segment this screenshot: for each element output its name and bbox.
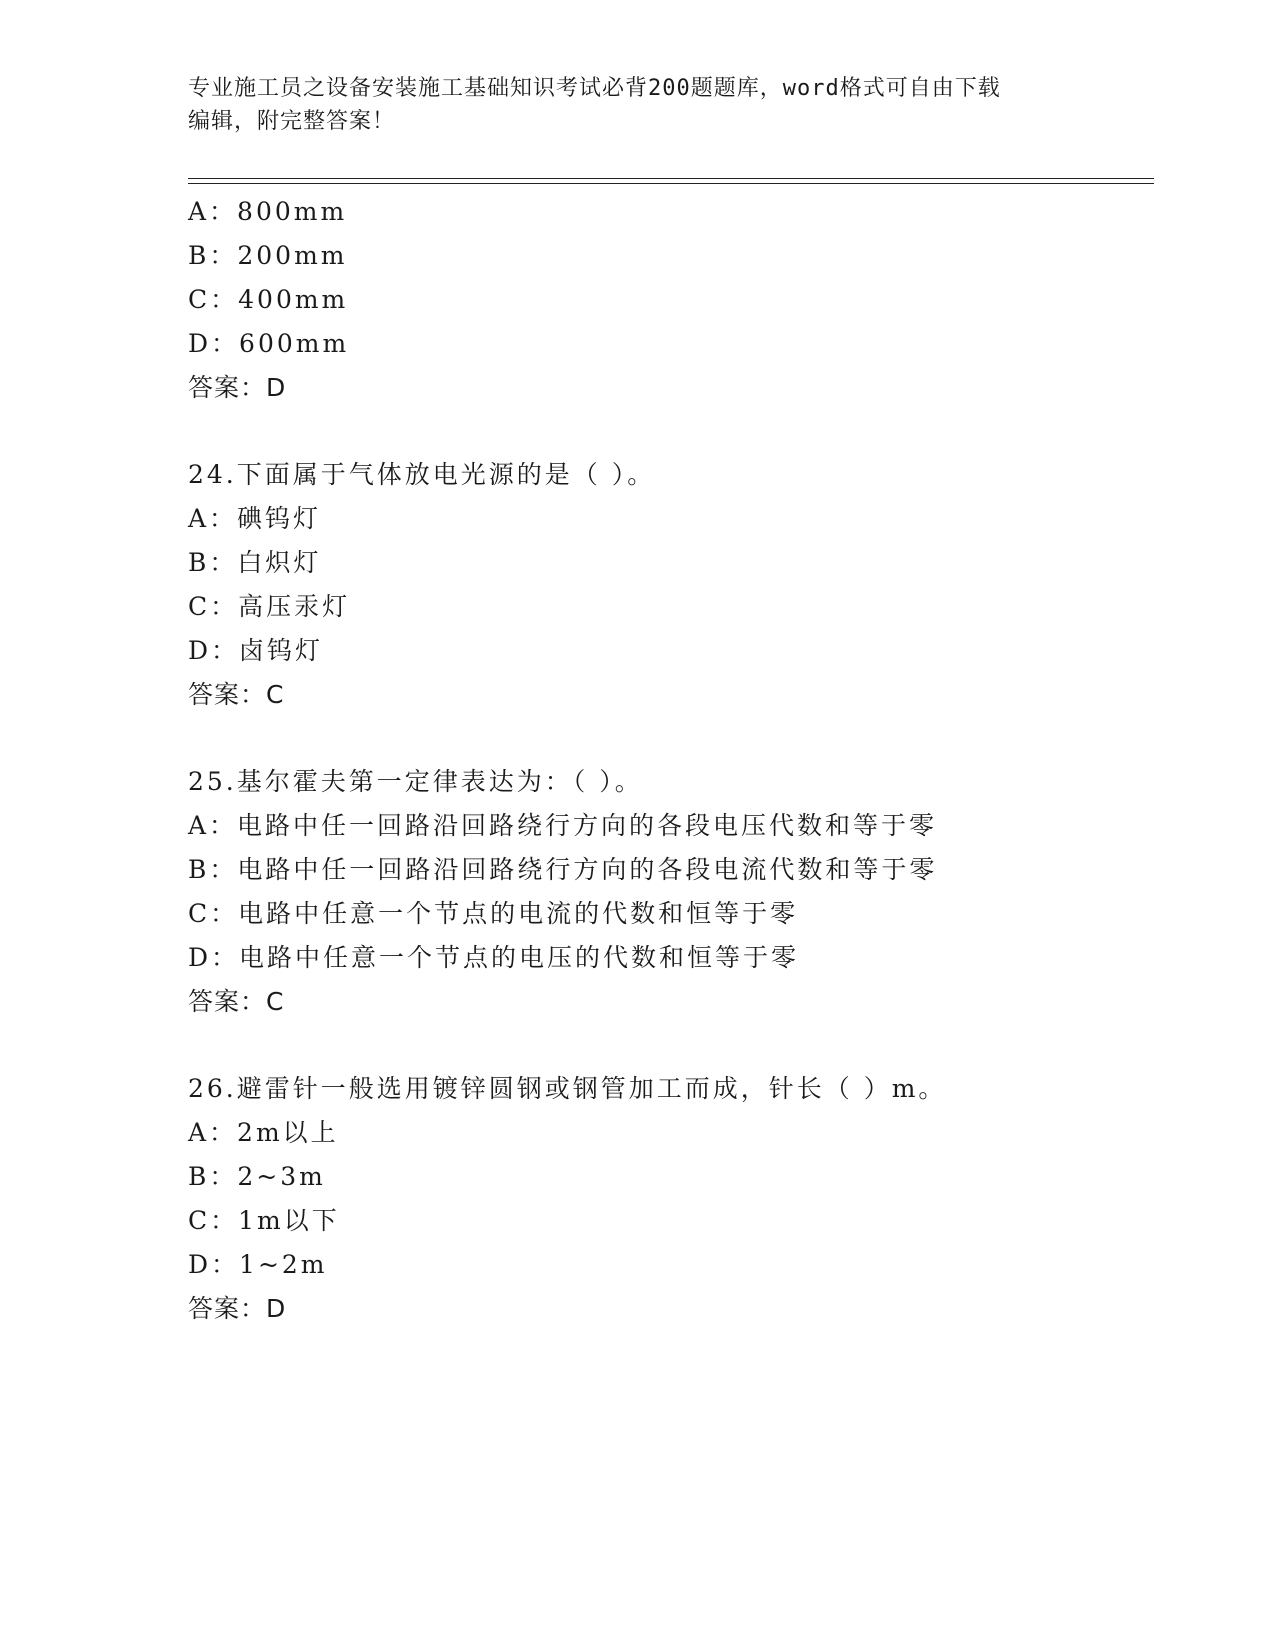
- q25-answer: 答案：C: [188, 987, 285, 1016]
- q24-option-a: A：碘钨灯: [188, 504, 322, 533]
- q24-question: 24.下面属于气体放电光源的是（ ）。: [188, 460, 656, 489]
- q26-option-a: A：2m以上: [188, 1118, 339, 1147]
- q26-answer: 答案：D: [188, 1294, 287, 1323]
- q23-answer: 答案：D: [188, 373, 287, 402]
- q26-option-b: B：2~3m: [188, 1162, 326, 1191]
- header-line-2: 编辑，附完整答案！: [188, 109, 396, 134]
- q24-answer: 答案：C: [188, 680, 285, 709]
- q24-option-c: C：高压汞灯: [188, 592, 351, 621]
- q23-option-c: C：400mm: [188, 285, 349, 314]
- q23-option-d: D：600mm: [188, 329, 350, 358]
- q26-option-c: C：1m以下: [188, 1206, 340, 1235]
- q23-option-b: B：200mm: [188, 241, 348, 270]
- header-divider-bottom: [188, 183, 1154, 184]
- q25-option-d: D：电路中任意一个节点的电压的代数和恒等于零: [188, 943, 800, 972]
- q26-option-d: D：1~2m: [188, 1250, 328, 1279]
- q23-option-a: A：800mm: [188, 197, 348, 226]
- q26-question: 26.避雷针一般选用镀锌圆钢或钢管加工而成，针长（ ）m。: [188, 1074, 947, 1103]
- q24-option-d: D：卤钨灯: [188, 636, 324, 665]
- document-header: [188, 72, 1088, 138]
- q25-option-c: C：电路中任意一个节点的电流的代数和恒等于零: [188, 899, 799, 928]
- q25-question: 25.基尔霍夫第一定律表达为：（ ）。: [188, 767, 643, 796]
- q25-option-a: A：电路中任一回路沿回路绕行方向的各段电压代数和等于零: [188, 811, 938, 840]
- q25-option-b: B：电路中任一回路沿回路绕行方向的各段电流代数和等于零: [188, 855, 938, 884]
- header-divider-top: [188, 178, 1154, 179]
- header-line-1: 专业施工员之设备安装施工基础知识考试必背200题题库，word格式可自由下载: [188, 76, 1001, 101]
- q24-option-b: B：白炽灯: [188, 548, 322, 577]
